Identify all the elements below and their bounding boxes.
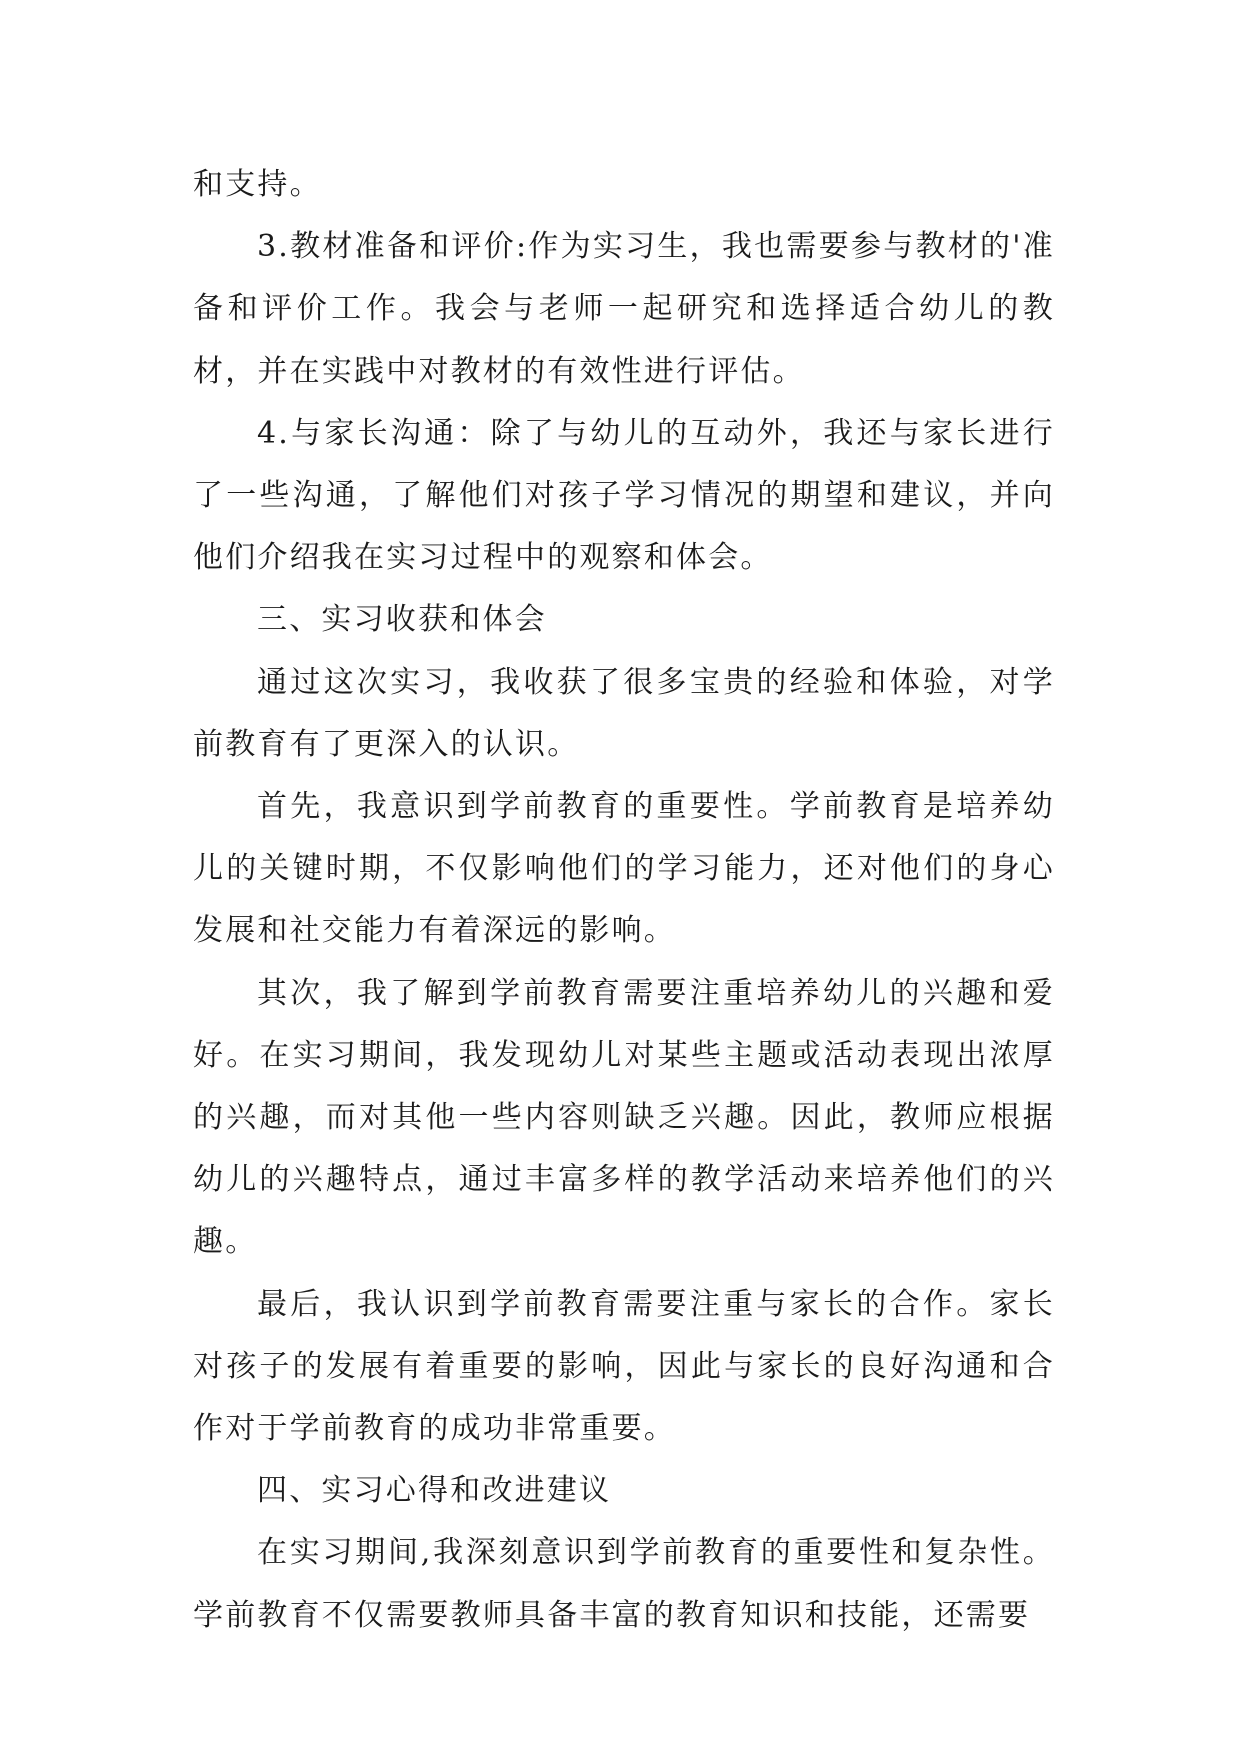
paragraph-item-4: 4.与家长沟通：除了与幼儿的互动外，我还与家长进行了一些沟通，了解他们对孩子学习情况的期望和建议，并向他们介绍我在实习过程中的观察和体会。 bbox=[193, 415, 1055, 576]
paragraph-reflection: 在实习期间,我深刻意识到学前教育的重要性和复杂性。学前教育不仅需要教师具备丰富的教育知识和技能，还需要 bbox=[193, 1535, 1055, 1633]
paragraph-first: 首先，我意识到学前教育的重要性。学前教育是培养幼儿的关键时期，不仅影响他们的学习能力，还对他们的身心发展和社交能力有着深远的影响。 bbox=[193, 789, 1055, 949]
paragraph-last: 最后，我认识到学前教育需要注重与家长的合作。家长对孩子的发展有着重要的影响，因此与家长的良好沟通和合作对于学前教育的成功非常重要。 bbox=[193, 1286, 1055, 1447]
section-heading-3: 三、实习收获和体会 bbox=[257, 602, 547, 638]
document-body bbox=[193, 154, 1055, 1647]
section-heading-4: 四、实习心得和改进建议 bbox=[257, 1473, 612, 1509]
paragraph-second: 其次，我了解到学前教育需要注重培养幼儿的兴趣和爱好。在实习期间，我发现幼儿对某些主题或活动表现出浓厚的兴趣，而对其他一些内容则缺乏兴趣。因此，教师应根据幼儿的兴趣特点，通过丰富多样的教学活动来培养他们的兴趣。 bbox=[193, 975, 1055, 1260]
paragraph-continuation: 和支持。 bbox=[193, 167, 322, 202]
paragraph-intro: 通过这次实习，我收获了很多宝贵的经验和体验，对学前教育有了更深入的认识。 bbox=[193, 664, 1055, 762]
paragraph-item-3: 3.教材准备和评价:作为实习生，我也需要参与教材的'准备和评价工作。我会与老师一起研究和选择适合幼儿的教材，并在实践中对教材的有效性进行评估。 bbox=[193, 229, 1055, 389]
